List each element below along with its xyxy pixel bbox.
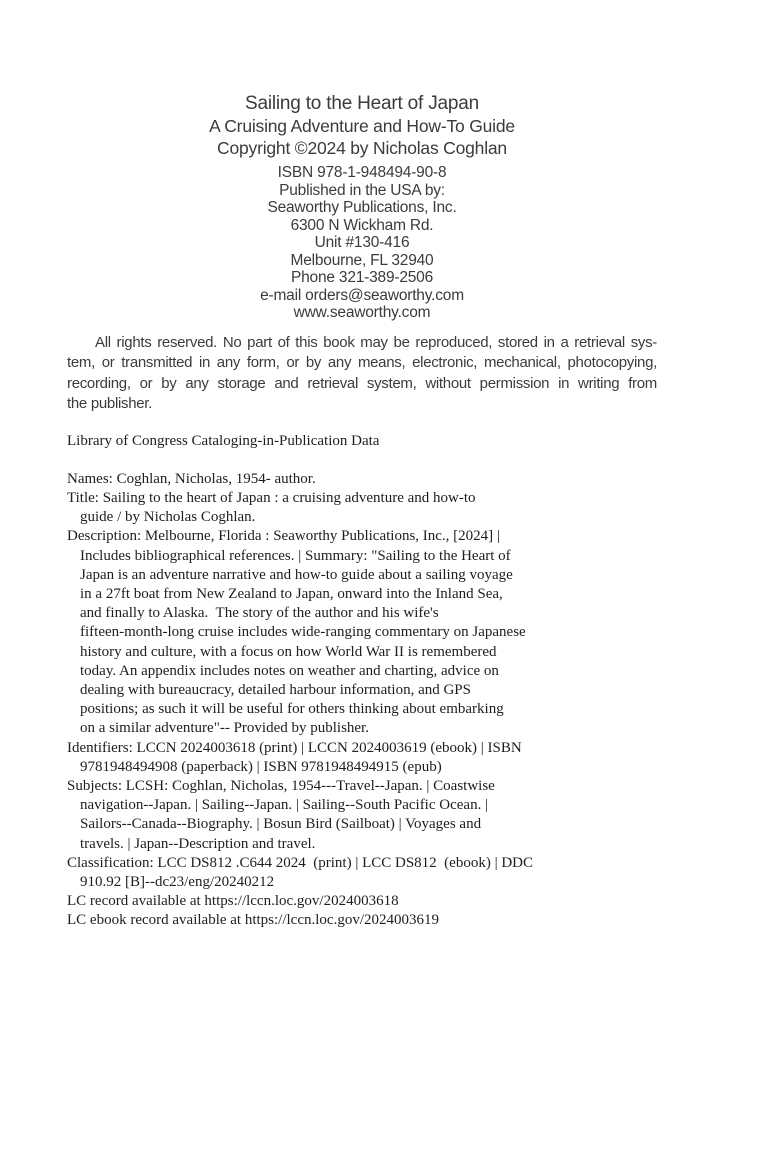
- cip-line-lc-record: LC record available at https://lccn.loc.gov/2024003618: [67, 893, 399, 910]
- cip-line: travels. | Japan--Description and travel.: [80, 835, 316, 852]
- cip-line-subjects: Subjects: LCSH: Coghlan, Nicholas, 1954---Travel--Japan. | Coastwise: [67, 777, 495, 794]
- publisher-block: [67, 164, 657, 322]
- publisher-address-street: 6300 N Wickham Rd.: [290, 216, 434, 234]
- isbn-line: ISBN 978-1-948494-90-8: [277, 164, 447, 181]
- cip-line: positions; as such it will be useful for others thinking about embarking: [80, 701, 504, 718]
- cip-line: history and culture, with a focus on how World War II is remembered: [80, 643, 497, 660]
- cip-line-title: Title: Sailing to the heart of Japan : a cruising adventure and how-to: [67, 489, 476, 506]
- cip-line-lc-ebook-record: LC ebook record available at https://lccn.loc.gov/2024003619: [67, 912, 439, 929]
- cip-line: today. An appendix includes notes on weather and charting, advice on: [80, 662, 499, 679]
- cip-heading: Library of Congress Cataloging-in-Publication Data: [67, 432, 380, 449]
- cip-line: on a similar adventure"-- Provided by publisher.: [80, 720, 369, 737]
- cip-line: guide / by Nicholas Coghlan.: [80, 509, 256, 526]
- cip-line-description: Description: Melbourne, Florida : Seaworthy Publications, Inc., [2024] |: [67, 528, 500, 545]
- cip-line: navigation--Japan. | Sailing--Japan. | Sailing--South Pacific Ocean. |: [80, 797, 489, 814]
- page-content: [67, 93, 657, 931]
- cip-line: Includes bibliographical references. | Summary: "Sailing to the Heart of: [80, 547, 511, 564]
- copyright-line: Copyright ©2024 by Nicholas Coghlan: [217, 138, 507, 158]
- rights-line: the publisher.: [67, 395, 153, 412]
- publisher-email: e-mail orders@seaworthy.com: [260, 286, 464, 304]
- cip-line: 910.92 [B]--dc23/eng/20240212: [80, 873, 275, 890]
- rights-line: recording, or by any storage and retrieval system, without permission in writing from: [67, 374, 657, 392]
- cip-line-identifiers: Identifiers: LCCN 2024003618 (print) | LCCN 2024003619 (ebook) | ISBN: [67, 739, 522, 756]
- book-title: Sailing to the Heart of Japan: [245, 93, 479, 114]
- cip-line: fifteen-month-long cruise includes wide-ranging commentary on Japanese: [80, 624, 526, 641]
- publisher-name: Seaworthy Publications, Inc.: [267, 199, 457, 216]
- cip-line-classification: Classification: LCC DS812 .C644 2024 (print) | LCC DS812 (ebook) | DDC: [67, 854, 533, 871]
- cip-line: Japan is an adventure narrative and how-to guide about a sailing voyage: [80, 566, 513, 583]
- cip-block: [67, 432, 657, 931]
- title-block: [67, 93, 657, 159]
- publisher-phone: Phone 321-389-2506: [290, 269, 434, 286]
- rights-line: tem, or transmitted in any form, or by any means, electronic, mechanical, photocopying,: [67, 354, 657, 371]
- rights-line: All rights reserved. No part of this book may be reproduced, stored in a retrieval sys-: [95, 333, 657, 351]
- published-in-line: Published in the USA by:: [279, 181, 445, 199]
- cip-line: in a 27ft boat from New Zealand to Japan, onward into the Inland Sea,: [80, 585, 503, 602]
- publisher-address-city: Melbourne, FL 32940: [290, 251, 434, 269]
- publisher-website: www.seaworthy.com: [293, 304, 431, 321]
- cip-line: and finally to Alaska. The story of the author and his wife's: [80, 605, 439, 622]
- cip-line-names: Names: Coghlan, Nicholas, 1954- author.: [67, 470, 316, 487]
- book-subtitle: A Cruising Adventure and How-To Guide: [209, 116, 515, 136]
- cip-line: Sailors--Canada--Biography. | Bosun Bird (Sailboat) | Voyages and: [80, 816, 482, 833]
- publisher-address-unit: Unit #130-416: [314, 234, 410, 251]
- cip-line: dealing with bureaucracy, detailed harbour information, and GPS: [80, 681, 471, 698]
- cip-line: 9781948494908 (paperback) | ISBN 9781948494915 (epub): [80, 758, 442, 775]
- rights-paragraph: [67, 333, 657, 415]
